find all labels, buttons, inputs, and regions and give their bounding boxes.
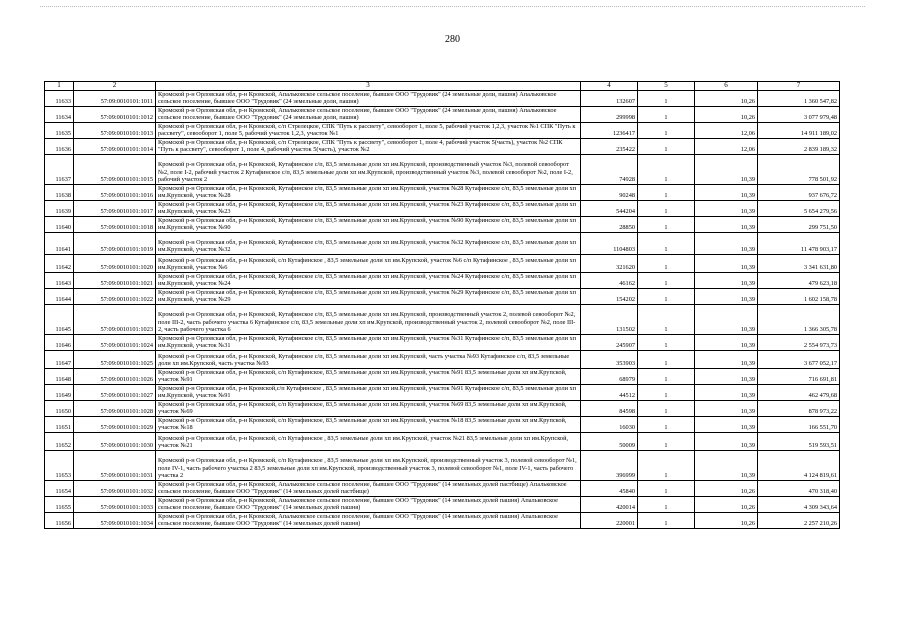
cadastral-number: 57:09:0010101:1013	[74, 122, 156, 138]
rate-value: 10,26	[695, 106, 758, 122]
area-value: 50009	[581, 432, 638, 450]
cadastral-number: 57:09:0010101:1026	[74, 368, 156, 384]
rate-value: 10,39	[695, 232, 758, 254]
location-description: Кромской р-н Орловская обл, р-н Кромской, Апальковское сельское поселение, бывшее ООО "Трудовик" (24 земельные доли, пашня) Апальковское сельское поселение, бывшее ООО "Трудовик" (24 земельные доли, пашня)	[156, 106, 581, 122]
quantity: 1	[638, 254, 695, 272]
location-description: Кромской р-н Орловская обл, р-н Кромской, Кутафинское с/п, 83,5 земельные доли хп им.Крупской, часть участка №93 Кутафинское с/п, 83,5 земельные доли хп им.Крупской, часть участка №93	[156, 350, 581, 368]
page-number: 280	[445, 34, 460, 45]
table-row	[45, 154, 840, 184]
quantity: 1	[638, 272, 695, 288]
row-number: 11642	[45, 254, 74, 272]
row-number: 11653	[45, 450, 74, 480]
cadastral-value: 166 551,70	[758, 416, 840, 432]
row-number: 11649	[45, 384, 74, 400]
cadastral-value: 1 602 158,78	[758, 288, 840, 304]
row-number: 11644	[45, 288, 74, 304]
area-value: 28850	[581, 216, 638, 232]
quantity: 1	[638, 480, 695, 496]
table-row	[45, 350, 840, 368]
table-row	[45, 200, 840, 216]
row-number: 11656	[45, 512, 74, 528]
cadastral-number: 57:09:0010101:1030	[74, 432, 156, 450]
row-number: 11647	[45, 350, 74, 368]
area-value: 420014	[581, 496, 638, 512]
location-description: Кромской р-н Орловская обл, р-н Кромской, с/п Кутафинское , 83,5 земельные доли хп им.Крупской, участок №21 83,5 земельные доли хп им.Крупской, участок №21	[156, 432, 581, 450]
table-row	[45, 512, 840, 528]
location-description: Кромской р-н Орловская обл, р-н Кромской, Кутафинское с/п, 83,5 земельные доли хп им.Крупской, производственный участок 2, полевой севооборот №2, поле III-2, часть рабочего участка 6 Кутафинское с/п, 83,5 земельные доли хп им.Крупской, производственный участок 2, полевой севооборот №2, поле III-2, часть рабочего участка 6	[156, 304, 581, 334]
rate-value: 10,39	[695, 254, 758, 272]
cadastral-value: 4 309 343,64	[758, 496, 840, 512]
row-number: 11641	[45, 232, 74, 254]
cadastral-value: 4 124 819,61	[758, 450, 840, 480]
row-number: 11651	[45, 416, 74, 432]
quantity: 1	[638, 334, 695, 350]
cadastral-number: 57:09:0010101:1027	[74, 384, 156, 400]
cadastral-number: 57:09:0010101:1021	[74, 272, 156, 288]
rate-value: 10,39	[695, 432, 758, 450]
location-description: Кромской р-н Орловская обл, р-н Кромской, Кутафинское с/п, 83,5 земельные доли хп им.Крупской, участок №24 Кутафинское с/п, 83,5 земельные доли хп им.Крупской, участок №24	[156, 272, 581, 288]
rate-value: 10,39	[695, 450, 758, 480]
rate-value: 10,39	[695, 154, 758, 184]
location-description: Кромской р-н Орловская обл, р-н Кромской, Кутафинское с/п, 83,5 земельные доли хп им.Крупской, участок №90 Кутафинское с/п, 83,5 земельные доли хп им.Крупской, участок №90	[156, 216, 581, 232]
location-description: Кромской р-н Орловская обл, р-н Кромской, Апальковское сельское поселение, бывшее ООО "Трудовик" (14 земельных долей пашня) Апальковское сельское поселение, бывшее ООО "Трудовик" (14 земельных долей пашня)	[156, 496, 581, 512]
cadastral-value: 1 366 305,78	[758, 304, 840, 334]
rate-value: 10,26	[695, 496, 758, 512]
area-value: 1104803	[581, 232, 638, 254]
cadastral-value: 716 691,81	[758, 368, 840, 384]
scan-edge-line	[40, 6, 865, 8]
row-number: 11636	[45, 138, 74, 154]
header-col-3: 3	[156, 82, 581, 91]
cadastral-value: 3 677 052,17	[758, 350, 840, 368]
quantity: 1	[638, 304, 695, 334]
quantity: 1	[638, 416, 695, 432]
row-number: 11634	[45, 106, 74, 122]
cadastral-number: 57:09:0010101:1015	[74, 154, 156, 184]
table-row	[45, 288, 840, 304]
cadastral-number: 57:09:0010101:1019	[74, 232, 156, 254]
location-description: Кромской р-н Орловская обл, р-н Кромской, Апальковское сельское поселение, бывшее ООО "Трудовик" (14 земельных долей пастбище) Апальковское сельское поселение, бывшее ООО "Трудовик" (14 земельных долей пастбище)	[156, 480, 581, 496]
table-row	[45, 432, 840, 450]
cadastral-number: 57:09:0010101:1018	[74, 216, 156, 232]
area-value: 353903	[581, 350, 638, 368]
cadastral-value: 1 360 547,82	[758, 90, 840, 106]
cadastral-value: 937 676,72	[758, 184, 840, 200]
rate-value: 10,39	[695, 334, 758, 350]
area-value: 299998	[581, 106, 638, 122]
table-row	[45, 90, 840, 106]
cadastral-value: 778 501,92	[758, 154, 840, 184]
quantity: 1	[638, 350, 695, 368]
area-value: 68979	[581, 368, 638, 384]
cadastral-number: 57:09:0010101:1011	[74, 90, 156, 106]
location-description: Кромской р-н Орловская обл, р-н Кромской, Кутафинское с/п, 83,5 земельные доли хп им.Крупской, участок №32 Кутафинское с/п, 83,5 земельные доли хп им.Крупской, участок №32	[156, 232, 581, 254]
header-col-4: 4	[581, 82, 638, 91]
cadastral-value: 2 257 210,26	[758, 512, 840, 528]
table-row	[45, 480, 840, 496]
table-row	[45, 496, 840, 512]
rate-value: 10,26	[695, 512, 758, 528]
cadastral-number: 57:09:0010101:1022	[74, 288, 156, 304]
location-description: Кромской р-н Орловская обл, р-н Кромской, Кутафинское с/п, 83,5 земельные доли хп им.Крупской, участок №23 Кутафинское с/п, 83,5 земельные доли хп им.Крупской, участок №23	[156, 200, 581, 216]
header-col-2: 2	[74, 82, 156, 91]
area-value: 235422	[581, 138, 638, 154]
area-value: 84598	[581, 400, 638, 416]
row-number: 11635	[45, 122, 74, 138]
quantity: 1	[638, 232, 695, 254]
cadastral-value: 519 593,51	[758, 432, 840, 450]
rate-value: 10,39	[695, 368, 758, 384]
quantity: 1	[638, 90, 695, 106]
column-number-header-row	[45, 82, 840, 91]
row-number: 11654	[45, 480, 74, 496]
location-description: Кромской р-н Орловская обл, р-н Кромской, с/п Кутафинское, 83,5 земельные доли хп им.Крупской, участок №69 83,5 земельные доли хп им.Крупской, участок №69	[156, 400, 581, 416]
rate-value: 12,06	[695, 122, 758, 138]
header-col-6: 6	[695, 82, 758, 91]
area-value: 44512	[581, 384, 638, 400]
location-description: Кромской р-н Орловская обл, р-н Кромской, с/п Кутафинское , 83,5 земельные доли хп им.Крупской, производственный участок 3, полевой севооборот №1, поле IV-1, часть рабочего участка 2 83,5 земельные доли хп им.Крупской, производственный участок 3, полевой севооборот №1, поле IV-1, часть рабочего участка 2	[156, 450, 581, 480]
cadastral-value: 14 911 189,02	[758, 122, 840, 138]
quantity: 1	[638, 368, 695, 384]
quantity: 1	[638, 512, 695, 528]
table-row	[45, 106, 840, 122]
cadastral-number: 57:09:0010101:1033	[74, 496, 156, 512]
location-description: Кромской р-н Орловская обл, р-н Кромской, Кутафинское с/п, 83,5 земельные доли хп им.Крупской, участок №28 Кутафинское с/п, 83,5 земельные доли хп им.Крупской, участок №28	[156, 184, 581, 200]
area-value: 131502	[581, 304, 638, 334]
rate-value: 10,39	[695, 200, 758, 216]
location-description: Кромской р-н Орловская обл, р-н Кромской, с/п Кутафинское , 83,5 земельные доли хп им.Крупской, участок №6 с/п Кутафинское , 83,5 земельные доли хп им.Крупской, участок №6	[156, 254, 581, 272]
cadastral-value: 11 478 903,17	[758, 232, 840, 254]
rate-value: 10,26	[695, 90, 758, 106]
cadastral-value: 3 341 631,80	[758, 254, 840, 272]
area-value: 396999	[581, 450, 638, 480]
cadastral-number: 57:09:0010101:1016	[74, 184, 156, 200]
quantity: 1	[638, 400, 695, 416]
rate-value: 12,06	[695, 138, 758, 154]
quantity: 1	[638, 216, 695, 232]
area-value: 154202	[581, 288, 638, 304]
row-number: 11633	[45, 90, 74, 106]
quantity: 1	[638, 384, 695, 400]
row-number: 11648	[45, 368, 74, 384]
row-number: 11639	[45, 200, 74, 216]
table-row	[45, 184, 840, 200]
quantity: 1	[638, 432, 695, 450]
area-value: 1236417	[581, 122, 638, 138]
cadastral-number: 57:09:0010101:1028	[74, 400, 156, 416]
table-row	[45, 216, 840, 232]
quantity: 1	[638, 450, 695, 480]
cadastral-number: 57:09:0010101:1023	[74, 304, 156, 334]
location-description: Кромской р-н Орловская обл, р-н Кромской, Апальковское сельское поселение, бывшее ООО "Трудовик" (14 земельных долей пашня) Апальковское сельское поселение, бывшее ООО "Трудовик" (14 земельных долей пашня)	[156, 512, 581, 528]
table-row	[45, 122, 840, 138]
cadastral-number: 57:09:0010101:1025	[74, 350, 156, 368]
location-description: Кромской р-н Орловская обл, р-н Кромской, Кутафинское с/п, 83,5 земельные доли хп им.Крупской, участок №29 Кутафинское с/п, 83,5 земельные доли хп им.Крупской, участок №29	[156, 288, 581, 304]
table-row	[45, 232, 840, 254]
area-value: 45840	[581, 480, 638, 496]
quantity: 1	[638, 288, 695, 304]
location-description: Кромской р-н Орловская обл, р-н Кромской, с/п Кутафинское, 83,5 земельные доли хп им.Крупской, участок №18 83,5 земельные доли хп им.Крупской, участок №18	[156, 416, 581, 432]
rate-value: 10,39	[695, 400, 758, 416]
cadastral-value: 470 318,40	[758, 480, 840, 496]
cadastral-value: 2 839 189,32	[758, 138, 840, 154]
cadastral-number: 57:09:0010101:1029	[74, 416, 156, 432]
cadastral-value: 878 973,22	[758, 400, 840, 416]
quantity: 1	[638, 184, 695, 200]
quantity: 1	[638, 154, 695, 184]
row-number: 11645	[45, 304, 74, 334]
rate-value: 10,39	[695, 216, 758, 232]
cadastral-value: 5 654 279,56	[758, 200, 840, 216]
rate-value: 10,39	[695, 184, 758, 200]
table-row	[45, 368, 840, 384]
quantity: 1	[638, 138, 695, 154]
row-number: 11638	[45, 184, 74, 200]
area-value: 74928	[581, 154, 638, 184]
row-number: 11650	[45, 400, 74, 416]
location-description: Кромской р-н Орловская обл, р-н Кромской, Кутафинское с/п, 83,5 земельные доли хп им.Крупской, участок №31 Кутафинское с/п, 83,5 земельные доли хп им.Крупской, участок №31	[156, 334, 581, 350]
area-value: 245907	[581, 334, 638, 350]
location-description: Кромской р-н Орловская обл, р-н Кромской, с/п Стрелецкое, СПК "Путь к рассвету", севооборот 1, поле 5, рабочий участок 1,2,3, участок №1 СПК "Путь к рассвету", севооборот 1, поле 5, рабочий участок 1,2,3, участок №1	[156, 122, 581, 138]
cadastral-value: 462 479,68	[758, 384, 840, 400]
area-value: 90248	[581, 184, 638, 200]
header-col-1: 1	[45, 82, 74, 91]
rate-value: 10,39	[695, 416, 758, 432]
table-row	[45, 304, 840, 334]
table-row	[45, 384, 840, 400]
table-row	[45, 450, 840, 480]
area-value: 132607	[581, 90, 638, 106]
cadastral-number: 57:09:0010101:1020	[74, 254, 156, 272]
table-row	[45, 138, 840, 154]
area-value: 321620	[581, 254, 638, 272]
row-number: 11655	[45, 496, 74, 512]
rate-value: 10,39	[695, 304, 758, 334]
cadastral-number: 57:09:0010101:1032	[74, 480, 156, 496]
row-number: 11646	[45, 334, 74, 350]
cadastral-number: 57:09:0010101:1012	[74, 106, 156, 122]
row-number: 11637	[45, 154, 74, 184]
rate-value: 10,26	[695, 480, 758, 496]
rate-value: 10,39	[695, 288, 758, 304]
location-description: Кромской р-н Орловская обл, р-н Кромской, Кутафинское с/п, 83,5 земельные доли хп им.Крупской, производственный участок №3, полевой севооборот №2, поле I-2, рабочий участок 2 Кутафинское с/п, 83,5 земельные доли хп им.Крупской, производственный участок №3, полевой севооборот №2, поле I-2, рабочий участок 2	[156, 154, 581, 184]
table-row	[45, 416, 840, 432]
quantity: 1	[638, 106, 695, 122]
cadastral-value: 3 077 979,48	[758, 106, 840, 122]
cadastral-value: 479 623,18	[758, 272, 840, 288]
quantity: 1	[638, 200, 695, 216]
header-col-5: 5	[638, 82, 695, 91]
cadastral-number: 57:09:0010101:1034	[74, 512, 156, 528]
location-description: Кромской р-н Орловская обл, р-н Кромской, с/п Стрелецкое, СПК "Путь к рассвету", севооборот 1, поле 4, рабочий участок 5(часть), участок №2 СПК "Путь к рассвету", севооборот 1, поле 4, рабочий участок 5(часть), участок №2	[156, 138, 581, 154]
row-number: 11640	[45, 216, 74, 232]
area-value: 16030	[581, 416, 638, 432]
cadastral-number: 57:09:0010101:1024	[74, 334, 156, 350]
location-description: Кромской р-н Орловская обл, р-н Кромской,с/п Кутафинское , 83,5 земельные доли хп им.Крупской, участок №91 Кутафинское с/п, 83,5 земельные доли хп им.Крупской, участок №91	[156, 384, 581, 400]
table-row	[45, 254, 840, 272]
table-row	[45, 334, 840, 350]
row-number: 11643	[45, 272, 74, 288]
cadastral-number: 57:09:0010101:1017	[74, 200, 156, 216]
header-col-7: 7	[758, 82, 840, 91]
quantity: 1	[638, 122, 695, 138]
location-description: Кромской р-н Орловская обл, р-н Кромской, Апальковское сельское поселение, бывшее ООО "Трудовик" (24 земельные доли, пашня) Апальковское сельское поселение, бывшее ООО "Трудовик" (24 земельные доли, пашня)	[156, 90, 581, 106]
rate-value: 10,39	[695, 272, 758, 288]
table-row	[45, 272, 840, 288]
row-number: 11652	[45, 432, 74, 450]
cadastral-value-table	[44, 81, 840, 529]
cadastral-value: 2 554 973,73	[758, 334, 840, 350]
rate-value: 10,39	[695, 384, 758, 400]
rate-value: 10,39	[695, 350, 758, 368]
location-description: Кромской р-н Орловская обл, р-н Кромской, с/п Кутафинское, 83,5 земельные доли хп им.Крупской, участок №91 83,5 земельные доли хп им.Крупской, участок №91	[156, 368, 581, 384]
quantity: 1	[638, 496, 695, 512]
area-value: 46162	[581, 272, 638, 288]
cadastral-number: 57:09:0010101:1014	[74, 138, 156, 154]
area-value: 544204	[581, 200, 638, 216]
table-row	[45, 400, 840, 416]
cadastral-value: 299 751,50	[758, 216, 840, 232]
cadastral-number: 57:09:0010101:1031	[74, 450, 156, 480]
area-value: 220001	[581, 512, 638, 528]
